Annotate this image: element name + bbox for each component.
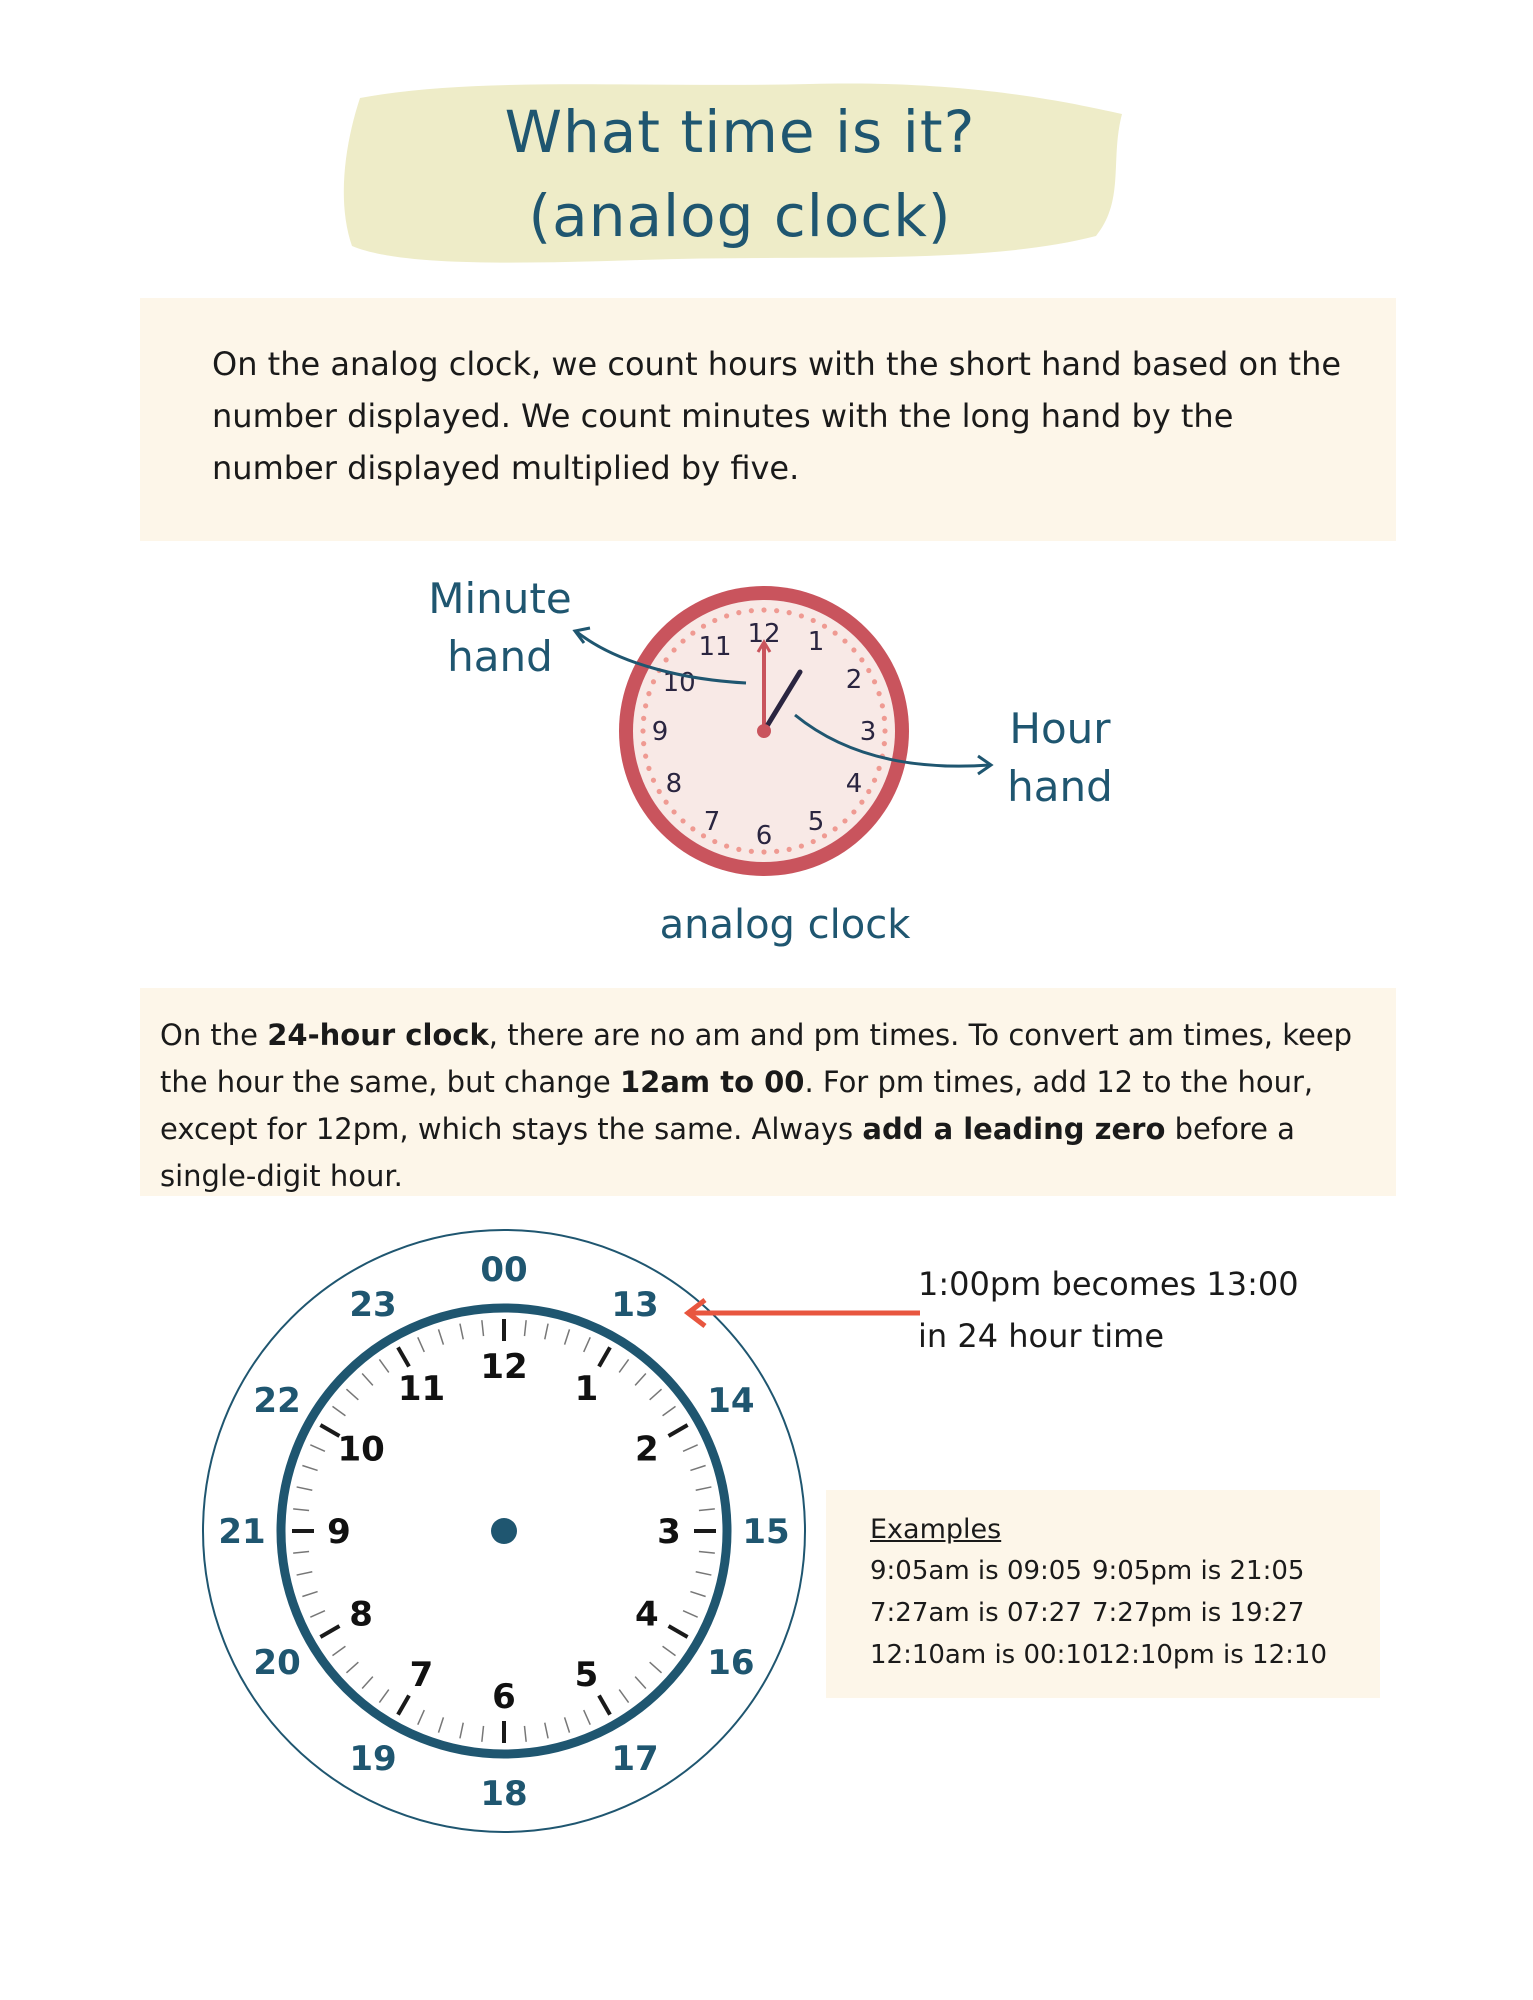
minute-label-line-2: hand [447,632,553,681]
analog-number: 1 [807,626,825,657]
minute-label-line-1: Minute [428,574,572,623]
analog-number: 12 [747,619,781,649]
examples-panel [826,1490,1380,1698]
outer-hour-number: 00 [480,1250,528,1290]
analog-number: 5 [807,807,825,838]
outer-hour-number: 15 [742,1512,790,1552]
intro-panel [140,298,1396,541]
inner-hour-number: 10 [337,1429,385,1470]
title-line-2: (analog clock) [528,182,952,250]
outer-hour-number: 16 [707,1643,755,1683]
outer-hour-number: 23 [349,1285,397,1326]
inner-hour-number: 2 [635,1429,659,1470]
inner-hour-number: 9 [327,1512,351,1552]
twentyfour-hour-text: On the 24-hour clock, there are no am and pm times. To convert am times, keep the hour the same, but change 12am to 00. For pm times, add 12 to the hour, except for 12pm, which stays the same. Always add a leading zero before a single-digit hour. [160,1018,1353,1193]
inner-hour-number: 3 [657,1512,681,1552]
inner-hour-number: 5 [574,1654,599,1695]
pointer-to-13-arrow [670,1295,930,1335]
analog-number: 11 [698,632,732,663]
inner-hour-number: 4 [635,1594,659,1635]
inner-hour-number: 8 [349,1594,373,1635]
conversion-note [918,1258,1338,1362]
example-row: 7:27am is 07:27 7:27pm is 19:27 [870,1598,1305,1628]
outer-hour-number: 13 [611,1285,659,1326]
analog-number: 7 [703,807,721,838]
analog-number: 6 [755,821,773,851]
examples-title: Examples [870,1514,1002,1545]
hour-label-line-2: hand [1007,762,1113,811]
title-line-1: What time is it? [504,98,976,166]
outer-hour-number: 18 [480,1774,528,1814]
intro-text: On the analog clock, we count hours with the short hand based on the number displayed. We count minutes with the long hand by the number displayed multiplied by five. [212,345,1342,487]
analog-number: 3 [859,717,877,747]
inner-hour-number: 6 [492,1677,516,1717]
analog-number: 2 [845,665,863,695]
page-title [340,90,1140,258]
inner-hour-number: 12 [480,1347,528,1387]
inner-hour-number: 1 [574,1369,599,1410]
clock24-center [491,1518,517,1544]
outer-hour-number: 22 [253,1381,301,1421]
clock-center [757,724,771,738]
twentyfour-hour-panel [140,988,1396,1196]
conversion-line-2: in 24 hour time [918,1317,1164,1355]
example-row: 9:05am is 09:05 9:05pm is 21:05 [870,1556,1305,1586]
analog-clock-caption: analog clock [659,902,911,948]
outer-hour-number: 20 [253,1643,301,1683]
outer-hour-number: 19 [349,1738,397,1779]
analog-number: 8 [665,769,683,799]
inner-hour-number: 11 [397,1369,446,1410]
analog-clock [540,570,1020,910]
outer-hour-number: 14 [707,1381,755,1421]
analog-number: 4 [845,769,863,799]
outer-hour-number: 17 [611,1738,659,1779]
outer-hour-number: 21 [218,1512,266,1552]
analog-number: 9 [651,717,669,747]
conversion-line-1: 1:00pm becomes 13:00 [918,1265,1299,1303]
analog-number: 10 [662,668,696,698]
inner-hour-number: 7 [409,1654,434,1695]
example-row: 12:10am is 00:1012:10pm is 12:10 [870,1640,1327,1670]
hour-label-line-1: Hour [1009,704,1111,753]
